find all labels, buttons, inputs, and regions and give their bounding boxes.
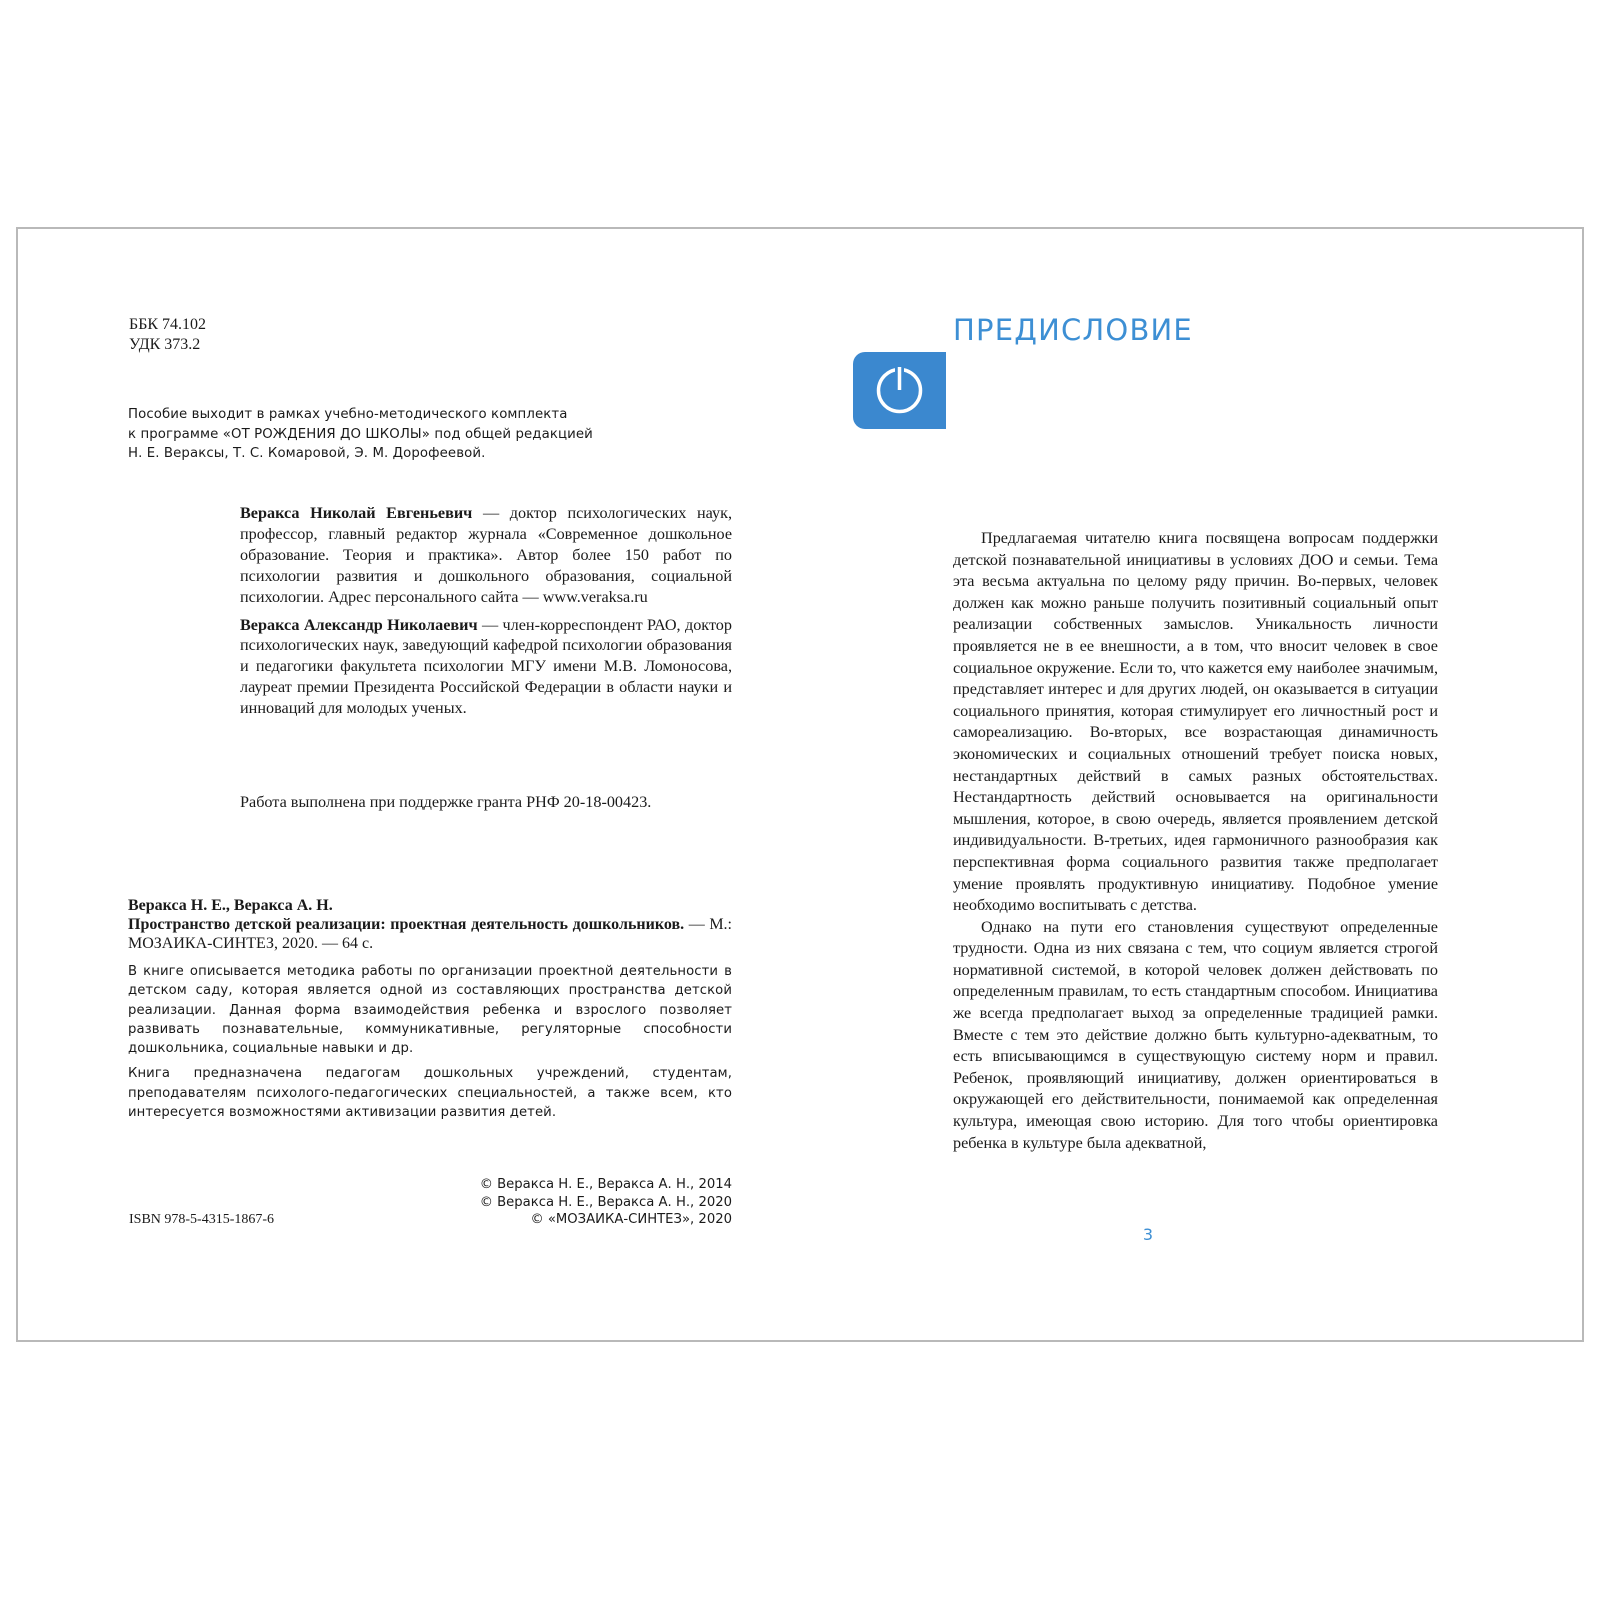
book-spread — [16, 227, 1584, 1342]
preface-text — [953, 528, 1438, 1154]
author-bio-text-2: — член-корреспондент РАО, доктор психологических наук, заведующий кафедрой психологии образования и педагогики факультета психологии МГУ имени М.В. Ломоносова, лауреат премии Президента Российской Федерации в области науки и инноваций для молодых ученых. — [240, 615, 732, 718]
author-name-2: Веракса Александр Николаевич — [240, 615, 478, 634]
page-number: 3 — [1142, 1225, 1154, 1244]
series-note-line: Н. Е. Вераксы, Т. С. Комаровой, Э. М. Дорофеевой. — [128, 446, 486, 461]
copyright-block — [479, 1176, 732, 1229]
author-bios — [240, 503, 732, 719]
abstract-paragraph-1: В книге описывается методика работы по организации проектной деятельности в детском саду, которая является одной из составляющих пространства детской реализации. Данная форма взаимодействия ребенка и взрослого позволяет развивать познавательные, коммуникативные, регуляторные способности дошкольника, социальные навыки и др. — [128, 964, 732, 1057]
copyright-line: © Веракса Н. Е., Веракса А. Н., 2020 — [479, 1194, 732, 1210]
copyright-line: © «МОЗАИКА-СИНТЕЗ», 2020 — [530, 1212, 732, 1227]
series-note-line: Пособие выходит в рамках учебно-методического комплекта — [128, 407, 568, 422]
biblio-authors: Веракса Н. Е., Веракса А. Н. — [128, 897, 333, 914]
author-name-1: Веракса Николай Евгеньевич — [240, 504, 473, 522]
power-icon — [874, 365, 925, 416]
bibliographic-record — [128, 896, 732, 953]
grant-note: Работа выполнена при поддержке гранта РНФ 20-18-00423. — [240, 793, 652, 811]
biblio-title: Пространство детской реализации: проектная деятельность дошкольников. — [128, 916, 685, 933]
preface-paragraph-2: Однако на пути его становления существуют определенные трудности. Одна из них связана с тем, что социум является строгой нормативной системой, в которой человек должен действовать по определенным правилам, то есть стандартным способом. Инициатива же всегда предполагает выход за определенные традицией рамки. Вместе с тем это действие должно быть культурно-адекватным, то есть вписывающимся в существующую систему норм и правил. Ребенок, проявляющий инициативу, должен ориентироваться в окружающей его действительности, понимаемой как определенная культура, имеющая свою историю. Для того чтобы ориентировка ребенка в культуре была адекватной, — [953, 917, 1438, 1152]
abstract-paragraph-2: Книга предназначена педагогам дошкольных учреждений, студентам, преподавателям психолого-педагогических специальностей, а также всем, кто интересуется возможностями активизации развития детей. — [128, 1066, 732, 1121]
preface-paragraph-1: Предлагаемая читателю книга посвящена вопросам поддержки детской познавательной инициативы в условиях ДОО и семьи. Тема эта весьма актуальна по целому ряду причин. Во-первых, человек должен как можно раньше получить позитивный социальный опыт реализации собственных замыслов. Уникальность личности проявляется не в ее внешности, а в том, что вносит человек в свое социальное окружение. Если то, что кажется ему наиболее значимым, представляет интерес и для других людей, он оказывается в ситуации социального принятия, которая стимулирует его личностный рост и самореализацию. Во-вторых, все возрастающая динамичность экономических и социальных отношений требует поиска новых, нестандартных действий в самых разных обстоятельствах. Нестандартность действий основывается на оригинальности мышления, которое, в свою очередь, является проявлением детской индивидуальности. В-третьих, идея гармоничного разнообразия как перспективная форма социального развития также предполагает умение проявлять продуктивную инициативу. Подобное умение необходимо воспитывать с детства. — [953, 529, 1438, 915]
series-note — [128, 405, 628, 464]
author-bio-1 — [240, 503, 732, 608]
chapter-title: ПРЕДИСЛОВИЕ — [953, 313, 1193, 347]
isbn: ISBN 978-5-4315-1867-6 — [129, 1212, 275, 1227]
copyright-line: © Веракса Н. Е., Веракса А. Н., 2014 — [479, 1177, 732, 1192]
biblio-publisher: — М.: МОЗАИКА-СИНТЕЗ, 2020. — 64 с. — [128, 916, 732, 952]
abstract — [128, 962, 732, 1122]
author-bio-2 — [240, 615, 732, 720]
udk-code: УДК 373.2 — [129, 336, 201, 353]
author-bio-text-1: — доктор психологических наук, профессор, главный редактор журнала «Современное дошкольное образование. Теория и практика». Автор более 150 работ по психологии развития и дошкольного образования, социальной психологии. Адрес персонального сайта — www.veraksa.ru — [240, 504, 732, 606]
series-note-line: к программе «ОТ РОЖДЕНИЯ ДО ШКОЛЫ» под общей редакцией — [128, 426, 593, 442]
classification-codes — [129, 315, 206, 355]
bbk-code: ББК 74.102 — [129, 316, 207, 333]
chapter-icon-badge — [853, 352, 946, 429]
